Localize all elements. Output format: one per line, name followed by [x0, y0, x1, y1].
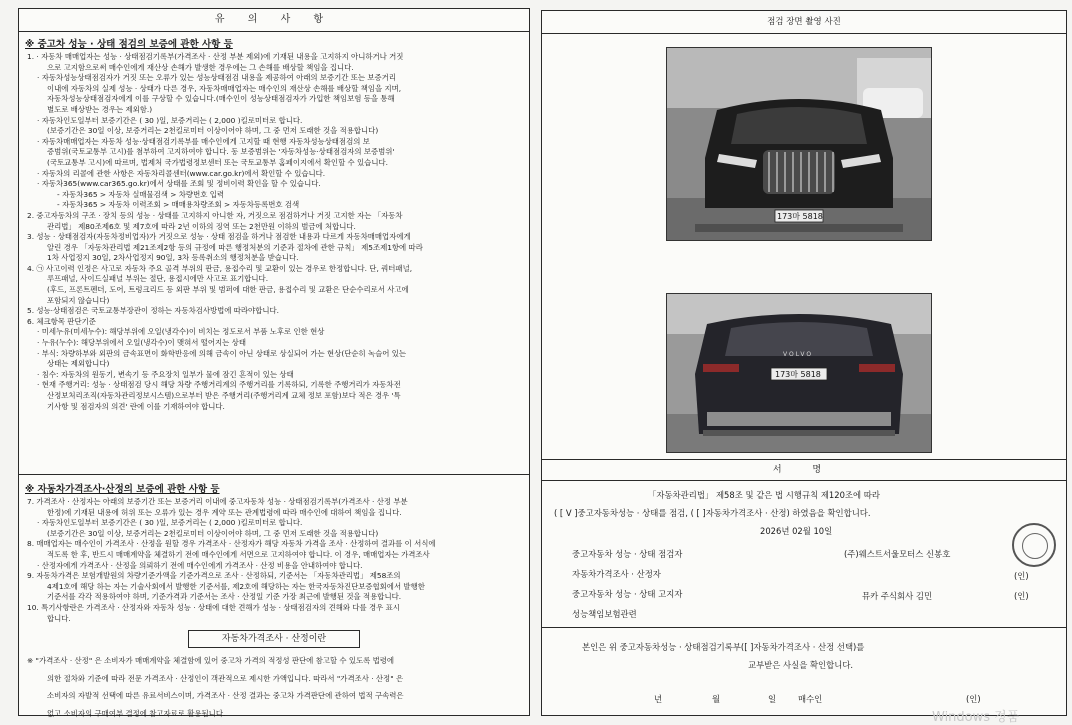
notice-line: 의한 절차와 기준에 따라 전문 가격조사 · 산정인이 객관적으로 제시한 가액입니다. 따라서 "가격조사 · 산정" 은	[47, 673, 404, 683]
notifier-name: 뮤카 주식회사 김민	[862, 591, 933, 601]
notice-line: · 침수: 자동차의 원동기, 변속기 등 주요장치 일부가 물에 잠긴 흔적이 있는 상태	[37, 369, 294, 379]
notice-page	[18, 8, 530, 719]
notice-line: - 자동차365 > 자동차 이력조회 > 매매용차량조회 > 자동차등록번호 검색	[57, 200, 300, 210]
signature-header: 서 명	[542, 459, 1066, 481]
divider	[542, 627, 1066, 628]
rear-brand-badge: VOLVO	[783, 351, 814, 358]
inspection-warranty-section	[19, 32, 529, 475]
notice-line: 10. 특기사항란은 가격조사 · 산정자와 자동차 성능 · 상태에 대한 견해가 성능 · 상태점검자의 견해와 다를 경우 표시	[27, 602, 400, 612]
notice-line: 5. 성능·상태점검은 국토교통부장관이 정하는 자동차검사방법에 따라야합니다.	[27, 306, 279, 316]
section2-title: ※ 자동차가격조사·산정의 보증에 관한 사항 등	[25, 484, 220, 495]
notice-header: 유 의 사 항	[19, 9, 529, 32]
front-vehicle-photo	[666, 47, 932, 241]
windows-watermark: Windows 정품	[932, 710, 1020, 725]
notice-line: 7. 가격조사 · 산정자는 아래의 보증기간 또는 보증거리 이내에 중고자동차 성능 · 상태점검기록부(가격조사 · 산정 부분	[27, 497, 408, 506]
notifier-label: 중고자동차 성능 · 상태 고지자	[572, 589, 683, 599]
receipt-year: 년	[654, 694, 663, 704]
notice-line: 8. 매매업자는 매수인이 가격조사 · 산정을 원할 경우 가격조사 · 산정자가 해당 자동차 가격을 조사 · 산정하여 결과를 이 서식에	[27, 539, 436, 549]
rear-license-plate: 173마 5818	[775, 370, 821, 379]
notice-line: 2. 중고자동차의 구조 · 장치 등의 성능 · 상태를 고지하지 아니한 자, 거짓으로 점검하거나 거짓 고지한 자는 「자동차	[27, 210, 403, 220]
price-assessor-label: 자동차가격조사 · 산정자	[572, 569, 661, 579]
notice-line: 으로 고지함으로써 매수인에게 재산상 손해가 발생한 경우에는 그 손해를 배상할 책임을 집니다.	[47, 62, 354, 72]
notice-line: · 산정자에게 가격조사 · 산정을 의뢰하기 전에 매수인에게 가격조사 · 산정 비용을 안내하여야 합니다.	[37, 560, 363, 570]
receipt-day: 일	[768, 694, 777, 704]
notice-line: (후드, 프론트펜더, 도어, 트렁크리드 등 외판 부위 및 범퍼에 대한 판금, 용접수리 및 교환은 단순수리로서 사고에	[47, 285, 409, 295]
notice-line: · 자동차365(www.car365.go.kr)에서 상태를 조회 및 정비이력 확인을 할 수 있습니다.	[37, 179, 321, 189]
notice-line: · 부식: 차량하부와 외판의 금속표면이 화학반응에 의해 금속이 아닌 상태로 상실되어 가는 현상(단순히 녹슬어 있는	[37, 348, 407, 358]
notice-line: 관리법」 제80조제6호 및 제7호에 따라 2년 이하의 징역 또는 2천만원 이하의 벌금에 처합니다.	[47, 221, 356, 231]
notice-line: · 자동차매매업자는 자동차 성능·상태점검기록부를 매수인에게 고지할 때 현행 자동차성능상태점검의 보	[37, 136, 370, 146]
notice-line: · 자동차의 리콜에 관한 사항은 자동차리콜센터(www.car.go.kr)에서 확인할 수 있습니다.	[37, 168, 326, 178]
buyer-seal: (인)	[966, 694, 981, 704]
notice-line: 기준서를 각각 적용하여야 하며, 기준가격과 기준서는 조사 · 산정일 기준 가장 최근에 발행된 것을 적용합니다.	[47, 592, 402, 602]
notice-line: (보증기간은 30일 이상, 보증거리는 2천킬로미터 이상이어야 하며, 그 중 먼저 도래한 것을 적용합니다)	[47, 126, 379, 136]
inspector-name: (주)웨스트서울모터스 신봉호	[844, 549, 951, 559]
notice-line: 1. · 자동차 매매업자는 성능 · 상태점검기록부(가격조사 · 산정 부분 제외)에 기재된 내용을 고지하지 아니하거나 거짓	[27, 52, 404, 61]
notice-line: · 자동차인도일부터 보증기간은 ( 30 )일, 보증거리는 ( 2,000 )킬로미터로 합니다.	[37, 518, 303, 528]
notice-line: ※ "가격조사 · 산정" 은 소비자가 매매계약을 체결함에 있어 중고차 가격의 적정성 판단에 참고할 수 있도록 법령에	[27, 655, 395, 665]
notice-line: - 자동차365 > 자동차 실매물검색 > 차량번호 입력	[57, 189, 224, 199]
company-seal-stamp	[1012, 523, 1056, 567]
notice-line: (국토교통부 고시)에 따르며, 법제처 국가법령정보센터 또는 국토교통부 홈페이지에서 확인할 수 있습니다.	[47, 157, 388, 167]
notice-line: · 현재 주행거리: 성능 · 상태점검 당시 해당 차량 주행거리계의 주행거리를 기록하되, 기록한 주행거리가 자동차전	[37, 380, 401, 390]
price-assessor-seal: (인)	[1014, 571, 1029, 581]
notice-line: 알린 경우 「자동차관리법 제21조제2항 등의 규정에 따른 행정처분의 기준과 절차에 관한 규칙」 제5조제1항에 따라	[47, 242, 423, 252]
notice-line: 이내에 자동차의 실제 성능 · 상태가 다른 경우, 자동차매매업자는 매수인의 재산상 손해를 배상할 책임을 지며,	[47, 83, 402, 93]
sign-date: 2026년 02월 10일	[760, 526, 833, 536]
confirm-statement: ( [ V ]중고자동차성능 · 상태를 점검, ( [ ]자동차가격조사 · 산정) 하였음을 확인합니다.	[554, 508, 871, 518]
notice-line: · 누유(누수): 해당부위에서 오일(냉각수)이 맺혀서 떨어지는 상태	[37, 338, 246, 348]
law-statement: 「자동차관리법」 제58조 및 같은 법 시행규칙 제120조에 따라	[648, 490, 880, 500]
notice-line: 1차 사업정지 30일, 2차사업정지 90일, 3차 등록취소의 행정처분을 받습니다.	[47, 253, 299, 263]
notice-line: · 미세누유(미세누수): 해당부위에 오일(냉각수)이 비치는 정도로서 부품 노후로 인한 현상	[37, 327, 325, 337]
photo-header: 점검 장면 촬영 사진	[542, 11, 1066, 34]
receipt-month: 월	[712, 694, 721, 704]
notice-line: 6. 체크항목 판단기준	[27, 316, 96, 326]
section2-body	[19, 497, 529, 624]
notice-line: 적도록 한 후, 반드시 매매계약을 체결하기 전에 매수인에게 서면으로 고지하여야 합니다. 이 경우, 매매업자는 가격조사	[47, 549, 430, 559]
notice-line: 없고 소비자의 구매여부 결정에 참고자료로 활용됩니다.	[47, 709, 226, 719]
notice-line: 산정보처리조직(자동차관리정보시스템)으로부터 받은 주행거리(주행거리계 교체 정보 포함)보다 적은 경우 '특	[47, 391, 401, 400]
notice-line: 4제1호에 해당 하는 자는 기술사회에서 발행한 기준서를, 제2호에 해당하는 자는 한국자동차진단보증협회에서 발행한	[47, 581, 425, 591]
section1-title: ※ 중고차 성능 · 상태 점검의 보증에 관한 사항 등	[25, 39, 233, 50]
receipt-statement: 본인은 위 중고자동차성능 · 상태점검기록부([ ]자동차가격조사 · 산정 선택)를	[582, 642, 865, 652]
inspector-label: 중고자동차 성능 · 상태 점검자	[572, 549, 683, 559]
section1-body	[19, 52, 529, 412]
notice-line: 3. 성능 · 상태점검자(자동차정비업자)가 거짓으로 성능 · 상태 점검을 하거나 점검한 내용과 다르게 자동차매매업자에게	[27, 232, 411, 242]
notice-line: 한정)에 기재된 내용에 허위 또는 오류가 있는 경우 계약 또는 관계법령에 따라 매수인에 대하여 책임을 집니다.	[47, 507, 402, 517]
notice-line: 기사항 및 점검자의 의견' 란에 이를 기재하여야 합니다.	[47, 401, 225, 411]
notice-line: · 자동차성능상태점검자가 거짓 또는 오류가 있는 성능상태점검 내용을 제공하여 아래의 보증기간 또는 보증거리	[37, 73, 396, 83]
notice-line: 포함되지 않습니다)	[47, 295, 110, 305]
receipt-statement-2: 교부받은 사실을 확인합니다.	[748, 660, 854, 670]
front-license-plate: 173마 5818	[777, 212, 823, 221]
notice-line: 별도로 배상받는 경우는 제외함.)	[47, 104, 153, 114]
notice-line: (보증기간은 30일 이상, 보증거리는 2천킬로미터 이상이어야 하며, 그 중 먼저 도래한 것을 적용합니다)	[47, 528, 379, 538]
price-warranty-section	[19, 475, 529, 720]
notice-line: 소비자의 자발적 선택에 따른 유료서비스이며, 가격조사 · 산정 결과는 중고차 가격판단에 관하여 법적 구속력은	[47, 691, 404, 701]
buyer-label: 매수인	[798, 694, 823, 704]
notice-line: 자동차성능상태점검자에게 이를 구상할 수 있습니다.(매수인이 성능상태점검자가 가입한 책임보험 등을 통해	[47, 94, 395, 104]
notice-line: 9. 자동차가격은 보험개발원의 차량기준가액을 기준가격으로 조사 · 산정하되, 기준서는 「자동차관리법」 제58조의	[27, 571, 401, 581]
price-definition-header: 자동차가격조사 · 산정이란	[188, 630, 360, 648]
notice-line: 루프패널, 사이드실패널 부위는 절단, 용접시에만 사고로 표기합니다.	[47, 274, 269, 284]
notifier-seal: (인)	[1014, 591, 1029, 601]
notice-line: 합니다.	[47, 613, 71, 623]
notice-line: · 자동차인도일부터 보증기간은 ( 30 )일, 보증거리는 ( 2,000 )킬로미터로 합니다.	[37, 115, 303, 125]
price-definition-note	[19, 656, 529, 721]
notice-line: 상태는 제외합니다)	[47, 359, 110, 369]
notice-line: 4. ㉠ 사고이력 인정은 사고로 자동차 주요 골격 부위의 판금, 용접수리 및 교환이 있는 경우로 한정합니다. 단, 쿼터패널,	[27, 263, 413, 273]
photo-signature-page	[541, 10, 1067, 716]
rear-vehicle-photo	[666, 293, 932, 453]
notice-line: 증범위(국토교통부 고시)를 첨부하여 고지하여야 합니다. 동 보증범위는 '자동차성능·상태점검자의 보증범위'	[47, 147, 395, 157]
insurance-label: 성능책임보험관련	[572, 609, 637, 619]
